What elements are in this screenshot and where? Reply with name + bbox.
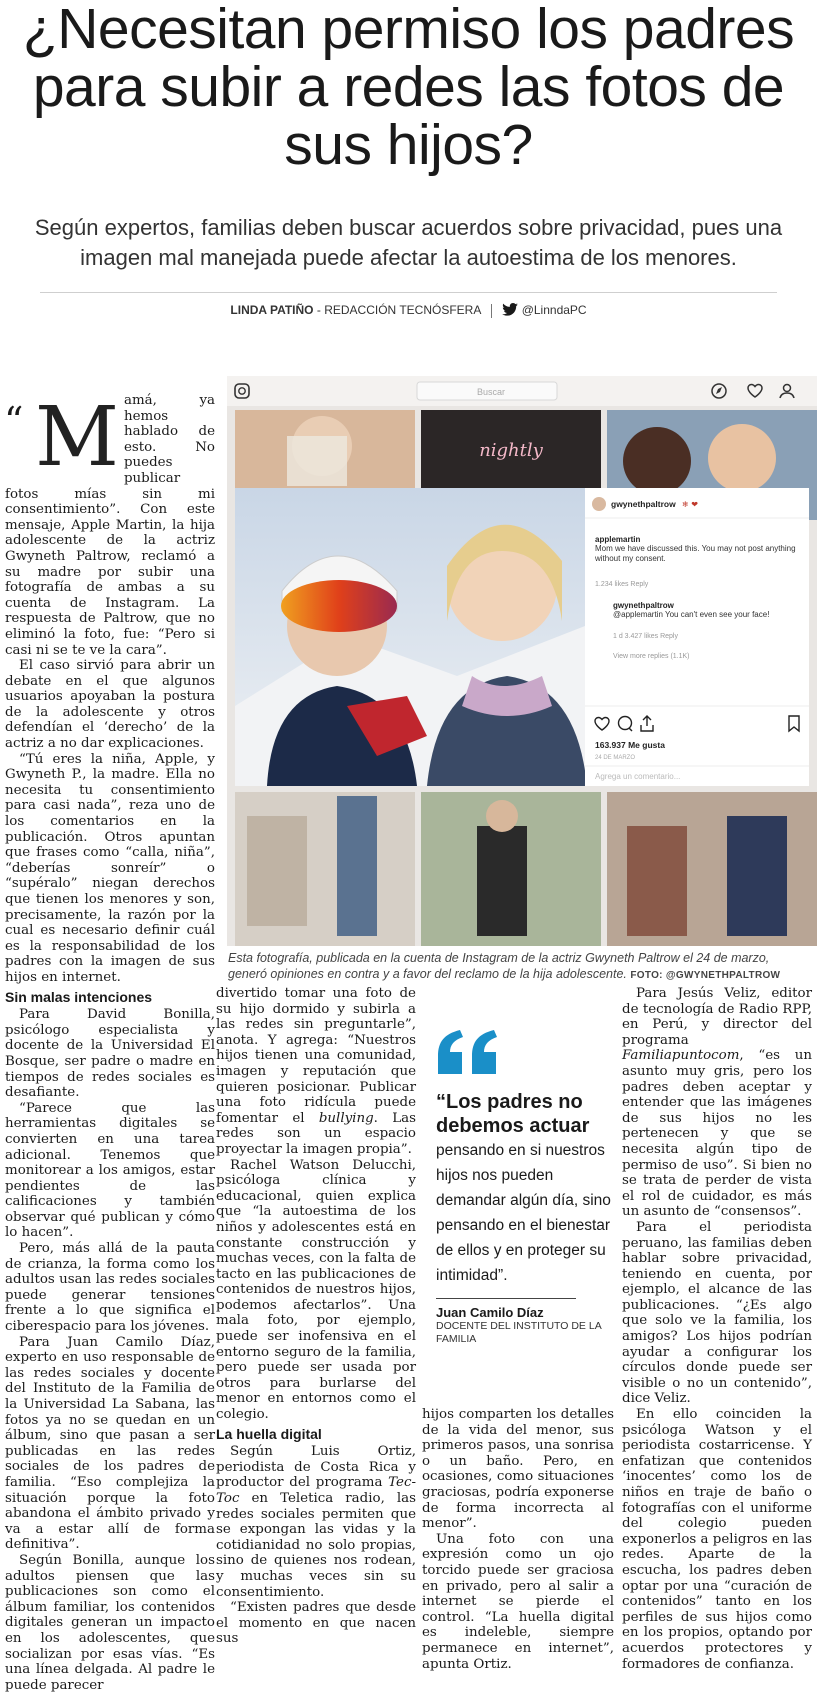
avatar[interactable]	[592, 497, 606, 511]
reply-meta: 1 d 3.427 likes Reply	[613, 633, 678, 640]
paragraph: Para David Bonilla, psicólogo especialista y docente de la Universidad El Bosque, ser padre o madre en tiempos de redes sociales es desafiante.	[5, 1007, 215, 1101]
instagram-screenshot	[227, 376, 817, 946]
paragraph: Para Jesús Veliz, editor de tecnología de Radio RPP, en Perú, y director del programa Familiapuntocom, “es un asunto muy gris, pero los padres deben aceptar y entender que las imágenes de sus hijos no les pertenecen y que se necesita algún tipo de permiso de uso”. Si bien no se trata de perder de vista el rol de cuidador, es más un asunto de “consensos”.	[622, 986, 812, 1220]
reply-text: @applemartin You can't even see your face!	[613, 610, 770, 619]
byline-top-rule	[40, 292, 777, 293]
section-heading: Sin malas intenciones	[5, 988, 153, 1005]
paragraph: En ello coinciden la psicóloga Watson y el periodista costarricense. Y enfatizan que contenidos ‘inocentes’ como los de niños en traje de baño o fotografías con el uniforme del colegio pueden exponerlos a peligros en las redes. Aparte de la escucha, los padres deben optar por una “curación de contenidos” tanto en los perfiles de sus hijos como en los propios, optando por acuerdos protectores y formadores de confianza.	[622, 1407, 812, 1672]
paragraph: divertido tomar una foto de su hijo dormido y subirla a las redes sin preguntarle”, anota. Y agrega: “Nuestros hijos tienen una comunidad, imagen y reputación que quieren posicionar. Publicar una foto ridícula puede fomentar el bullying. Las redes son un espacio proyectar la imagen propia”.	[216, 986, 416, 1157]
search-placeholder: Buscar	[477, 387, 506, 397]
paragraph: Según Bonilla, aunque los adultos piensen que las publicaciones son como el álbum familiar, los contenidos digitales generan un impacto en los adolescentes, que socializan por esas vías. “Es una línea delgada. Al padre le puede parecer	[5, 1552, 215, 1693]
paragraph: El caso sirvió para abrir un debate en el que algunos usuarios apoyaban la postura de la adolescente y otros defendían el ‘derecho’ de la actriz a no dar explicaciones.	[5, 658, 215, 752]
pull-quote-author: Juan Camilo Díaz	[436, 1305, 544, 1320]
article-column-4	[622, 986, 812, 1672]
post-emoji: ❄ ❤	[682, 500, 698, 509]
quote-mark-icon	[436, 1030, 500, 1076]
section-heading: La huella digital	[216, 1425, 322, 1442]
article-photo	[227, 376, 817, 946]
article-column-1	[5, 390, 215, 1693]
paragraph: Según Luis Ortiz, periodista de Costa Rica y productor del programa Tec-Toc en Teletica radio, las redes sociales permiten que se expongan las vidas y la cotidianidad no solo propias, sino de quienes nos rodean, y muchas veces sin su consentimiento.	[216, 1444, 416, 1600]
photo-caption	[228, 950, 808, 984]
drop-cap: M	[35, 390, 119, 485]
post-username[interactable]: gwynethpaltrow	[611, 499, 676, 509]
add-comment-input[interactable]: Agrega un comentario...	[595, 772, 681, 781]
subheadline: Según expertos, familias deben buscar acuerdos sobre privacidad, pues una imagen mal manejada puede afectar la autoestima de los menores.	[34, 215, 783, 270]
paragraph: “Existen padres que desde el momento en que nacen sus	[216, 1600, 416, 1647]
paragraph: “Tú eres la niña, Apple, y Gwyneth P., la madre. Ella no necesita tu consentimiento para casi nada”, reza uno de los comentarios en la publicación. Otros apuntan que frases como “calla, niña”, “deberías sonreír” o “supéralo” niegan derechos que tienen los menores y son, precisamente, la razón por la cual es necesario definir cuál es la responsabilidad de los padres con la imagen de sus hijos en internet.	[5, 751, 215, 985]
byline-separator	[491, 304, 492, 318]
byline-section: - REDACCIÓN TECNÓSFERA	[316, 303, 481, 317]
likes-count: 163.937 Me gusta	[595, 740, 665, 750]
opening-quote-mark: “	[4, 399, 24, 443]
pull-quote-rule	[436, 1298, 576, 1299]
byline	[0, 303, 817, 318]
caption-text: Esta fotografía, publicada en la cuenta de Instagram de la actriz Gwyneth Paltrow el 24 de marzo, generó opiniones en contra y a favor del reclamo de la hija adolescente.	[228, 951, 770, 981]
pull-quote-text: pensando en si nuestros hijos nos pueden demandar algún día, sino pensando en el bienestar de ellos y en proteger su intimidad”.	[436, 1142, 611, 1284]
photo-credit: FOTO: @GWYNETHPALTROW	[630, 970, 781, 981]
lead-paragraph	[5, 390, 215, 658]
twitter-bird-icon	[502, 303, 518, 316]
article-column-2	[216, 986, 416, 1647]
post-side-panel	[585, 488, 809, 786]
comment-text: Mom we have discussed this. You may not post anything without my consent.	[595, 544, 796, 563]
paragraph: “Parece que las herramientas digitales se convierten en una tarea adicional. Tenemos que monitorear a los amigos, estar pendientes de las calificaciones y también observar qué publican y cómo lo hacen”.	[5, 1100, 215, 1241]
paragraph: Para Juan Camilo Díaz, experto en uso responsable de las redes sociales y docente del Instituto de la Familia de la Universidad La Sabana, las fotos ya no se quedan en un álbum, sino que pasan a ser publicadas en las redes sociales de los padres de familia. “Eso complejiza la situación porque la foto abandona el ámbito privado y va a estar allí de forma definitiva”.	[5, 1334, 215, 1553]
paragraph: Pero, más allá de la pauta de crianza, la forma como los adultos usan las redes sociales puede generar tensiones frente a lo que significa el ciberespacio para los jóvenes.	[5, 1241, 215, 1335]
headline: ¿Necesitan permiso los padres para subir a redes las fotos de sus hijos?	[22, 0, 795, 177]
pull-quote	[436, 1030, 616, 1346]
post-time: 24 DE MARZO	[595, 755, 636, 761]
paragraph: Rachel Watson Delucchi, psicóloga clínica y educacional, quien explica que “la autoestima de los niños y adolescentes está en constante construcción y muchas veces, con la falta de tacto en las publicaciones de contenidos de nuestros hijos, podemos afectarlos”. Una mala foto, por ejemplo, puede ser inofensiva en el entorno seguro de la familia, pero puede ser usada por otros para burlarse del menor en entornos como el colegio.	[216, 1157, 416, 1423]
twitter-handle[interactable]: @LinndaPC	[521, 303, 587, 317]
comment-username[interactable]: applemartin	[595, 535, 641, 544]
pull-quote-author-role: DOCENTE DEL INSTITUTO DE LA FAMILIA	[436, 1320, 602, 1345]
svg-text:nightly: nightly	[479, 440, 543, 461]
article-column-3	[422, 1407, 614, 1672]
reply-username[interactable]: gwynethpaltrow	[613, 601, 674, 610]
lead-text: amá, ya hemos hablado de esto. No puedes publicar fotos mías sin mi consentimiento”. Con este mensaje, Apple Martin, la hija adolescente de la actriz Gwyneth Paltrow, reclamó a su madre por subir una fotografía de ambas a su cuenta de Instagram. La respuesta de Paltrow, que no eliminó la foto, fue: “Pero si casi ni se te ve la cara”.	[5, 393, 215, 658]
paragraph: Una foto con una expresión como un ojo torcido puede ser graciosa en privado, pero al salir a internet se pierde el control. “La huella digital es indeleble, siempre permanece en internet”, apunta Ortiz.	[422, 1531, 614, 1672]
pull-quote-lead: “Los padres no debemos actuar	[436, 1091, 590, 1137]
paragraph: Para el periodista peruano, las familias deben hablar sobre privacidad, teniendo en cuenta, por ejemplo, el alcance de las publicaciones. “¿Es algo que solo ve la familia, los amigos? Los hijos podrían ayudar a configurar los círculos donde puede ser visible o no un contenido”, dice Veliz.	[622, 1219, 812, 1407]
view-replies-link[interactable]: View more replies (1.1K)	[613, 653, 690, 660]
comment-meta: 1.234 likes Reply	[595, 581, 649, 588]
paragraph: hijos comparten los detalles de la vida del menor, sus primeros pasos, una sonrisa o un baño. Pero, en ocasiones, como situaciones graciosas, podría exponerse de forma incorrecta al menor”.	[422, 1407, 614, 1532]
byline-author: LINDA PATIÑO	[230, 303, 314, 317]
